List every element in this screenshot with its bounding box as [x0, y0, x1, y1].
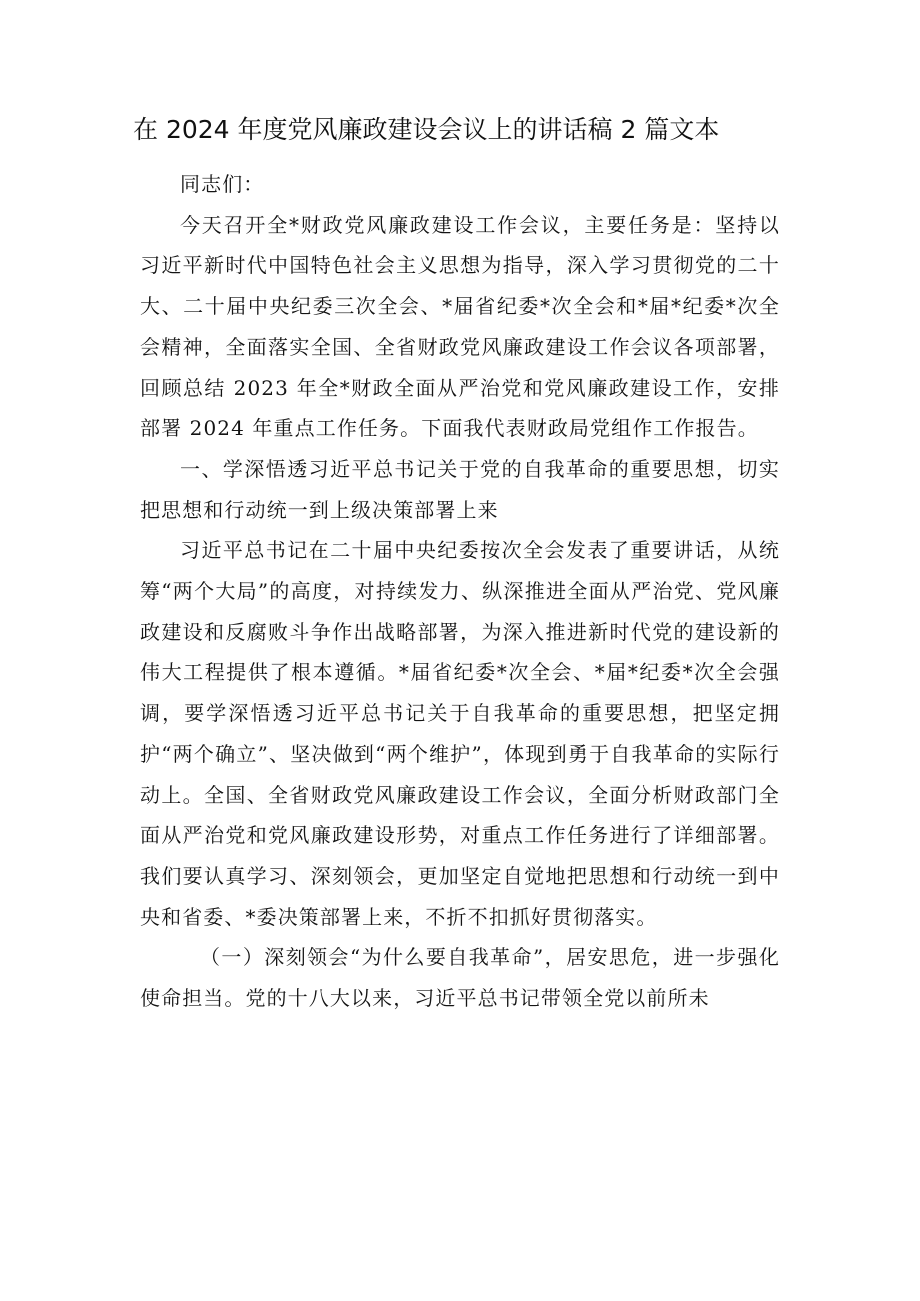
paragraph-section-1: 习近平总书记在二十届中央纪委按次全会发表了重要讲话，从统筹“两个大局”的高度，对持续发力、纵深推进全面从严治党、党风廉政建设和反腐败斗争作出战略部署，为深入推进新时代党的建设新的伟大工程提供了根本遵循。*届省纪委*次全会、*届*纪委*次全会强调，要学深悟透习近平总书记关于自我革命的重要思想，把坚定拥护“两个确立”、坚决做到“两个维护”，体现到勇于自我革命的实际行动上。全国、全省财政党风廉政建设工作会议，全面分析财政部门全面从严治党和党风廉政建设形势，对重点工作任务进行了详细部署。我们要认真学习、深刻领会，更加坚定自觉地把思想和行动统一到中央和省委、*委决策部署上来，不折不扣抓好贯彻落实。: [140, 538, 780, 929]
paragraph-intro: 今天召开全*财政党风廉政建设工作会议，主要任务是：坚持以习近平新时代中国特色社会主义思想为指导，深入学习贯彻党的二十大、二十届中央纪委三次全会、*届省纪委*次全会和*届*纪委*次全会精神，全面落实全国、全省财政党风廉政建设工作会议各项部署，回顾总结 2023 年全*财政全面从严治党和党风廉政建设工作，安排部署 2024 年重点工作任务。下面我代表财政局党组作工作报告。: [140, 212, 780, 441]
document-body: [140, 164, 780, 1019]
section-heading-1: 一、学深悟透习近平总书记关于党的自我革命的重要思想，切实把思想和行动统一到上级决策部署上来: [140, 456, 780, 522]
greeting: 同志们：: [180, 172, 265, 196]
subsection-heading-1: （一）深刻领会“为什么要自我革命”，居安思危，进一步强化使命担当。党的十八大以来，习近平总书记带领全党以前所未: [140, 945, 780, 1011]
document-title: 在 2024 年度党风廉政建设会议上的讲话稿 2 篇文本: [133, 115, 720, 144]
